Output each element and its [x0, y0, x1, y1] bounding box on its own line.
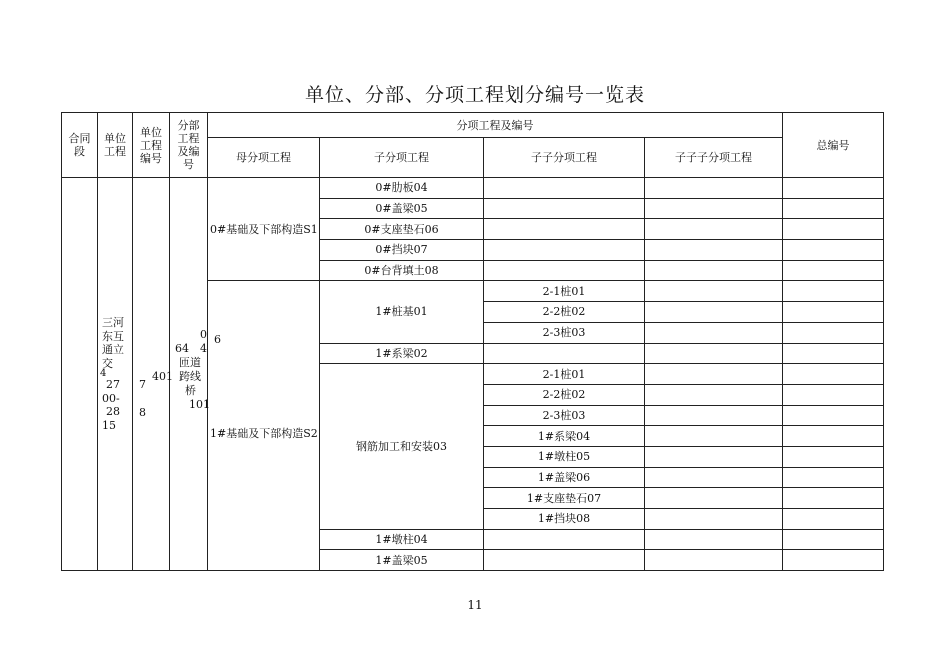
header-contract: 合同 段 [62, 113, 98, 178]
total-number-cell [783, 405, 884, 426]
total-number-cell [783, 178, 884, 199]
unit-number-part: 7 [139, 378, 146, 391]
grandchild-subitem: 2-2桩02 [484, 384, 645, 405]
grandchild-subitem [484, 260, 645, 281]
total-number-cell [783, 467, 884, 488]
total-number-cell [783, 488, 884, 509]
page-title: 单位、分部、分项工程划分编号一览表 [304, 84, 645, 106]
total-number-cell [783, 426, 884, 447]
total-number-cell [783, 198, 884, 219]
total-number-cell [783, 219, 884, 240]
grandchild-subitem [484, 219, 645, 240]
header-unit: 单位 工程 [98, 113, 133, 178]
contract-cell [62, 178, 98, 571]
division-text: 64 [175, 342, 189, 355]
great-grandchild-subitem [645, 364, 783, 385]
total-number-cell [783, 364, 884, 385]
unit-number-cell [133, 178, 173, 571]
division-table [61, 112, 884, 571]
grandchild-subitem: 2-3桩03 [484, 405, 645, 426]
child-subitem: 0#肋板04 [320, 178, 484, 199]
great-grandchild-subitem [645, 343, 783, 364]
child-subitem: 0#台背填土08 [320, 260, 484, 281]
great-grandchild-subitem [645, 426, 783, 447]
total-number-cell [783, 509, 884, 530]
grandchild-subitem [484, 198, 645, 219]
division-text: 4 [200, 342, 207, 355]
unit-cell [98, 178, 133, 571]
great-grandchild-subitem [645, 384, 783, 405]
contract-code-line: 00- [102, 391, 120, 405]
unit-number-part: 401 [152, 370, 173, 383]
header-unit-no: 单位 工程 编号 [133, 113, 170, 178]
great-grandchild-subitem [645, 302, 783, 323]
total-number-cell [783, 343, 884, 364]
grandchild-subitem [484, 240, 645, 261]
great-grandchild-subitem [645, 219, 783, 240]
great-grandchild-subitem [645, 509, 783, 530]
total-number-cell [783, 446, 884, 467]
great-grandchild-subitem [645, 260, 783, 281]
child-subitem: 0#挡块07 [320, 240, 484, 261]
division-text: 匝道 [179, 356, 201, 369]
grandchild-subitem: 2-3桩03 [484, 322, 645, 343]
header-total-no: 总编号 [783, 113, 884, 178]
grandchild-subitem: 2-2桩02 [484, 302, 645, 323]
contract-code-line: 28 [106, 405, 120, 418]
great-grandchild-subitem [645, 198, 783, 219]
grandchild-subitem: 1#墩柱05 [484, 446, 645, 467]
unit-name-line: 通立 [102, 343, 124, 356]
grandchild-subitem: 1#支座垫石07 [484, 488, 645, 509]
unit-name-line: 三河 [102, 316, 124, 329]
child-subitem: 0#支座垫石06 [320, 219, 484, 240]
child-subitem: 1#系梁02 [320, 343, 484, 364]
great-grandchild-subitem [645, 178, 783, 199]
child-subitem: 1#盖梁05 [320, 550, 484, 571]
division-text: 101 [189, 398, 210, 411]
mother-subitem [208, 178, 320, 281]
mother-subitem-label: 0#基础及下部构造S1 [210, 222, 318, 236]
grandchild-subitem [484, 343, 645, 364]
header-great-grandchild: 子子子分项工程 [645, 138, 783, 178]
division-text: 跨线 [179, 370, 201, 383]
contract-code-line: 15 [102, 418, 116, 432]
great-grandchild-subitem [645, 281, 783, 302]
great-grandchild-subitem [645, 550, 783, 571]
division-text: 桥 [185, 384, 196, 397]
page-number: 11 [467, 598, 483, 612]
great-grandchild-subitem [645, 240, 783, 261]
grandchild-subitem: 1#盖梁06 [484, 467, 645, 488]
table-row [62, 178, 884, 199]
stray-digit: 6 [214, 333, 221, 347]
mother-subitem-label: 1#基础及下部构造S2 [210, 427, 318, 441]
header-mother: 母分项工程 [208, 138, 320, 178]
grandchild-subitem [484, 550, 645, 571]
child-subitem: 1#墩柱04 [320, 529, 484, 550]
header-division: 分部 工程 及编 号 [170, 113, 208, 178]
great-grandchild-subitem [645, 488, 783, 509]
header-subitem-group: 分项工程及编号 [208, 113, 783, 138]
unit-name-line: 东互 [102, 329, 124, 343]
grandchild-subitem: 2-1桩01 [484, 281, 645, 302]
total-number-cell [783, 260, 884, 281]
contract-code-line: 27 [106, 378, 120, 391]
header-grandchild: 子子分项工程 [484, 138, 645, 178]
grandchild-subitem [484, 178, 645, 199]
unit-name-line: 交 [102, 356, 113, 370]
grandchild-subitem: 1#系梁04 [484, 426, 645, 447]
great-grandchild-subitem [645, 405, 783, 426]
division-text: 0 [200, 328, 207, 341]
great-grandchild-subitem [645, 322, 783, 343]
grandchild-subitem: 2-1桩01 [484, 364, 645, 385]
grandchild-subitem: 1#挡块08 [484, 509, 645, 530]
great-grandchild-subitem [645, 529, 783, 550]
header-child: 子分项工程 [320, 138, 484, 178]
grandchild-subitem [484, 529, 645, 550]
total-number-cell [783, 302, 884, 323]
unit-number-part: 8 [139, 406, 146, 419]
total-number-cell [783, 550, 884, 571]
total-number-cell [783, 281, 884, 302]
great-grandchild-subitem [645, 467, 783, 488]
total-number-cell [783, 529, 884, 550]
child-subitem: 1#桩基01 [320, 281, 484, 343]
total-number-cell [783, 384, 884, 405]
division-cell [170, 178, 208, 571]
total-number-cell [783, 322, 884, 343]
great-grandchild-subitem [645, 446, 783, 467]
mother-subitem [208, 281, 320, 571]
child-subitem: 钢筋加工和安装03 [320, 364, 484, 530]
child-subitem: 0#盖梁05 [320, 198, 484, 219]
total-number-cell [783, 240, 884, 261]
contract-code-line: 4 [100, 368, 107, 379]
